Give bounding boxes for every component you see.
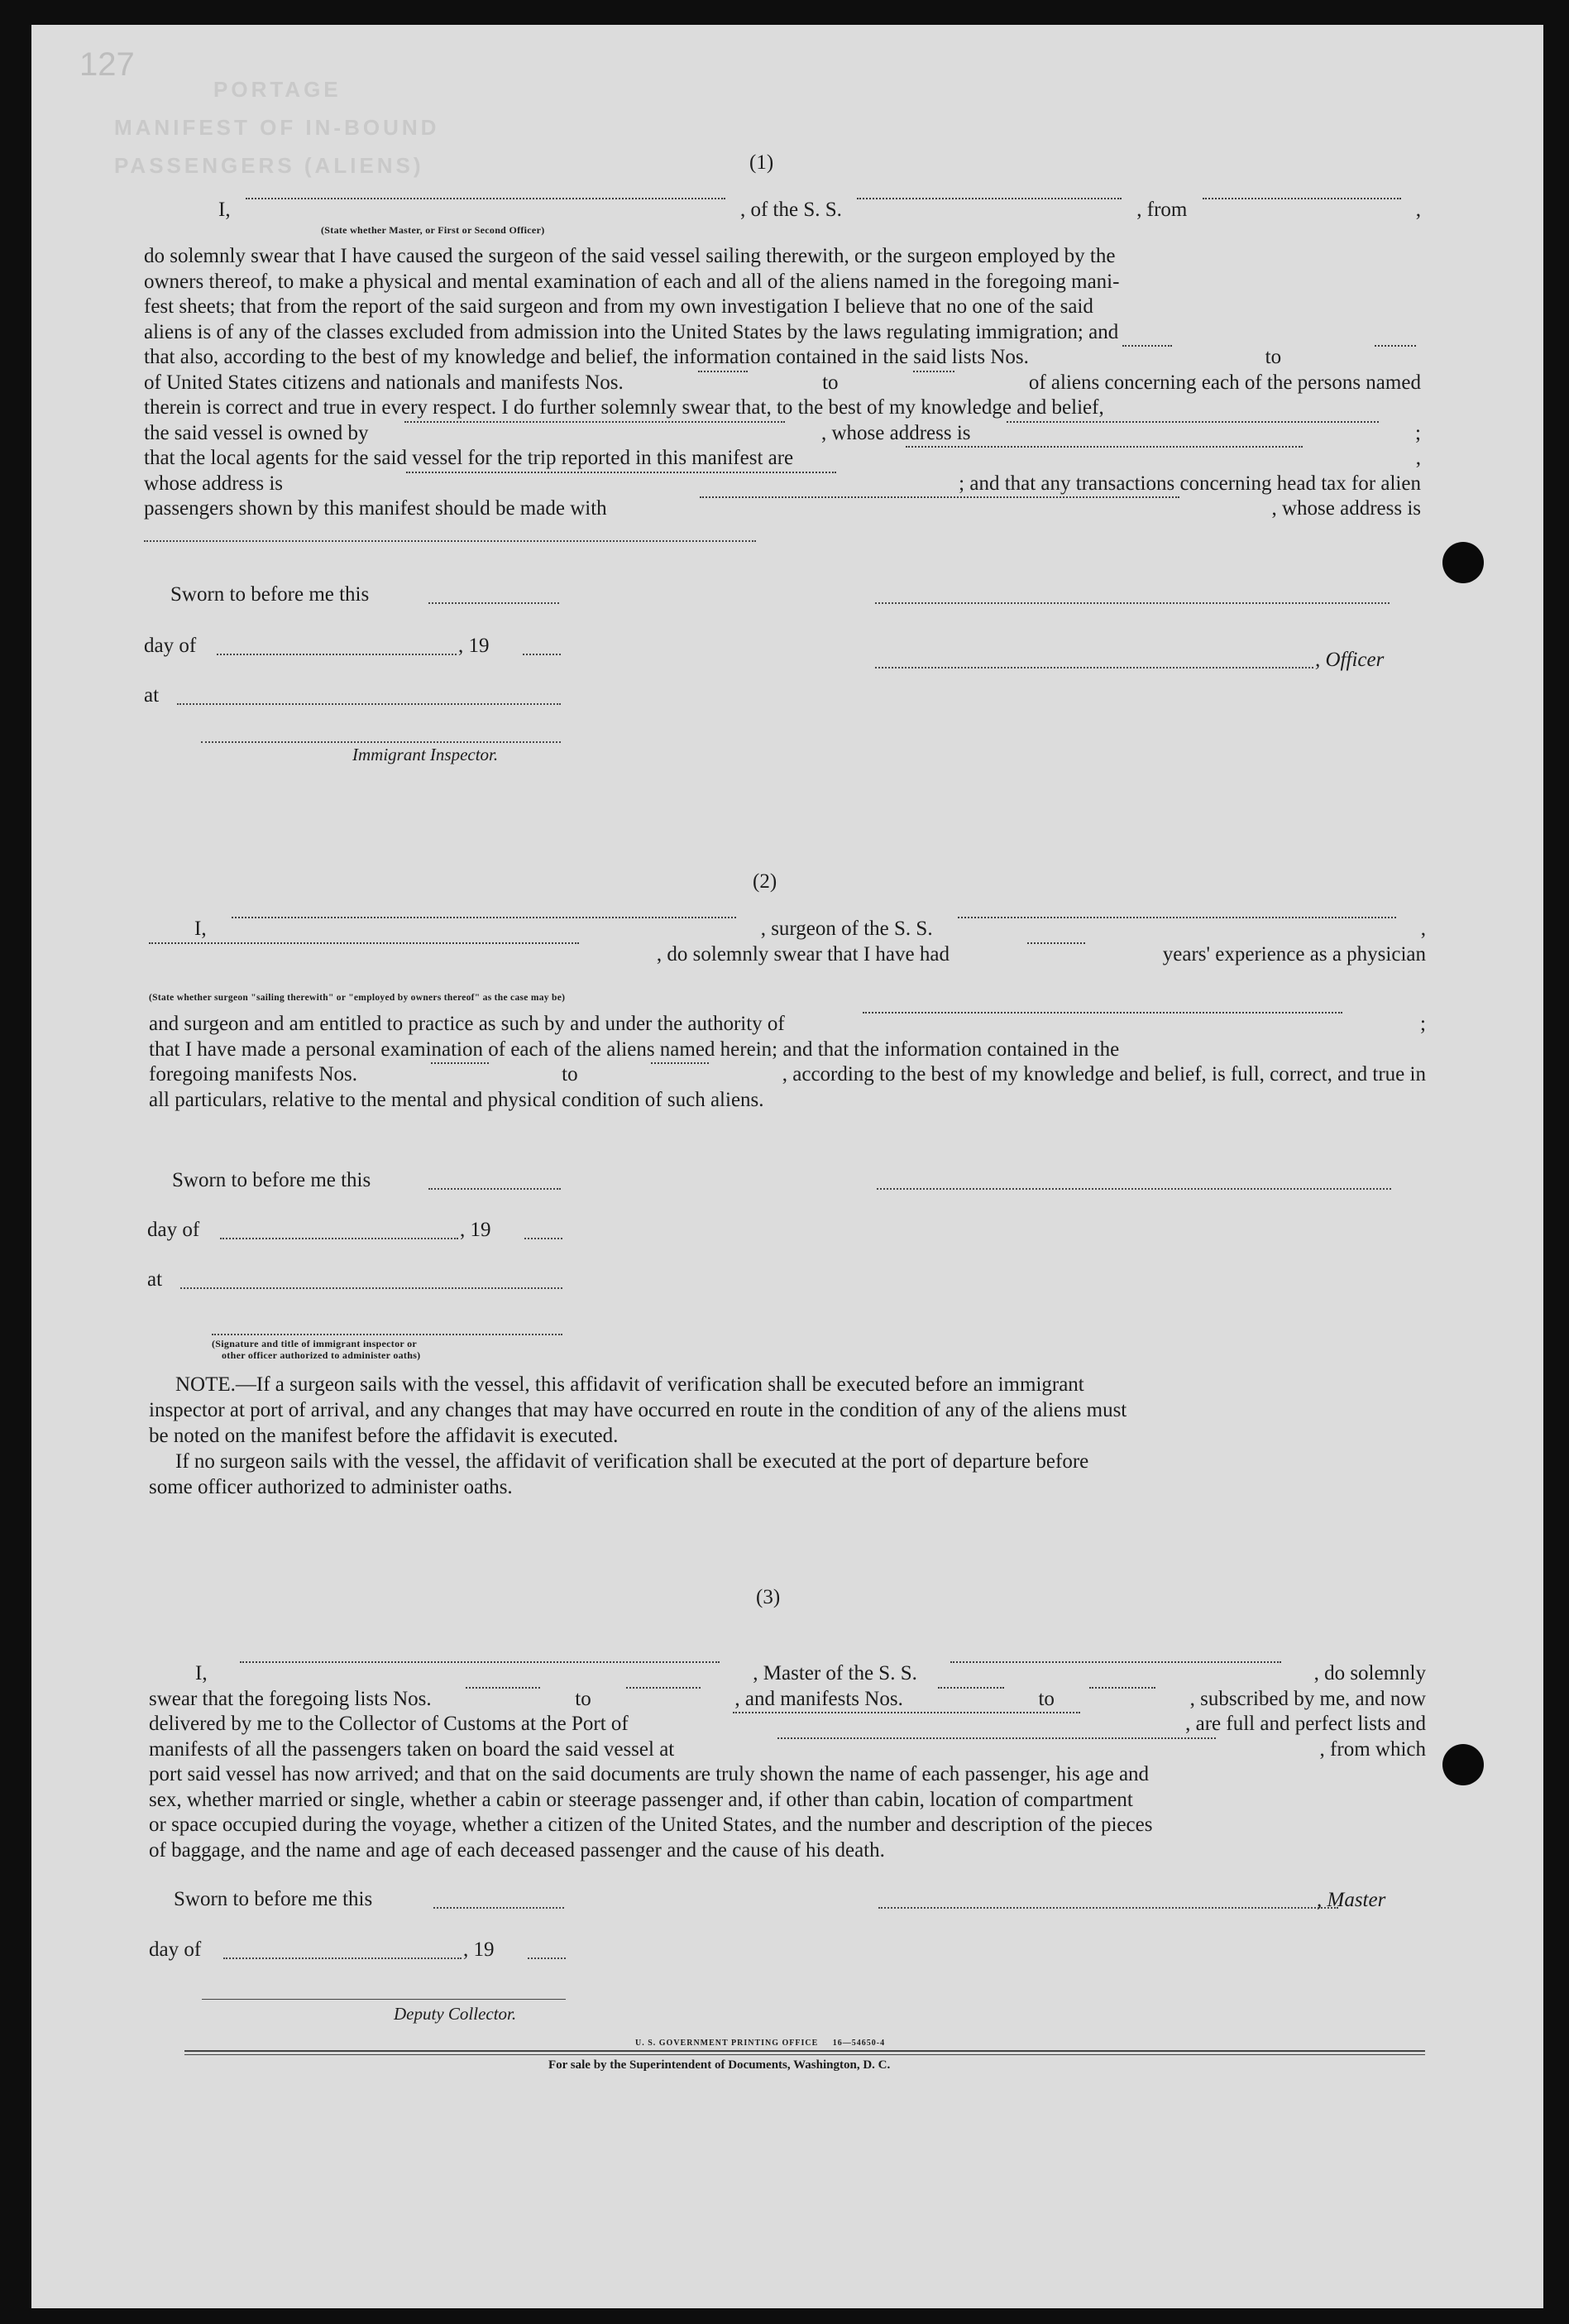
s1-l8a: the said vessel is owned by	[144, 421, 369, 444]
head-tax-address-field[interactable]	[144, 540, 756, 542]
local-agents-field[interactable]	[906, 446, 1303, 448]
s1-l9b: ,	[1415, 447, 1421, 469]
binder-hole-bottom	[1442, 1744, 1484, 1785]
years-experience-field[interactable]	[1027, 942, 1085, 944]
oath-line	[144, 446, 1421, 472]
s3-l2e: , subscribed by me, and now	[1189, 1687, 1426, 1710]
s1-l8c: ;	[1415, 421, 1421, 444]
s2-sworn-day-field[interactable]	[428, 1188, 561, 1190]
s1-from: , from	[1136, 199, 1188, 221]
master-name-field[interactable]	[240, 1661, 720, 1663]
s3-l2c: , and manifests Nos.	[734, 1687, 903, 1710]
s3-l4a: manifests of all the passengers taken on board the said vessel at	[149, 1737, 675, 1761]
s1-day-of-field[interactable]	[217, 654, 457, 655]
footer-rule-1	[184, 2050, 1425, 2052]
s1-i: I,	[218, 199, 231, 221]
oath-line: do solemnly swear that I have caused the surgeon of the said vessel sailing therewith, or the surgeon employed by the	[144, 245, 1116, 267]
officer-text: , Officer	[1315, 649, 1385, 671]
s1-l5b: to	[1265, 346, 1282, 368]
s2-l5c: , according to the best of my knowledge and belief, is full, correct, and true in	[782, 1063, 1426, 1085]
s1-of-ss: , of the S. S.	[739, 199, 842, 221]
s3-l2b: to	[575, 1687, 591, 1710]
note-line: be noted on the manifest before the affidavit is executed.	[149, 1425, 619, 1447]
printer-mark: U. S. GOVERNMENT PRINTING OFFICE 16—54650-4	[635, 2039, 886, 2048]
footer-rule-2	[184, 2054, 1425, 2055]
s2-at-label: at	[147, 1268, 163, 1291]
oath-line	[149, 1062, 1426, 1088]
s1-at-field[interactable]	[177, 703, 561, 705]
vessel-name-field[interactable]	[857, 198, 1122, 199]
s3-sworn-label: Sworn to before me this	[174, 1888, 373, 1910]
s2-l5a: foregoing manifests Nos.	[149, 1063, 358, 1085]
agents-address-field[interactable]	[406, 472, 836, 473]
note-line: inspector at port of arrival, and any changes that may have occurred en route in the condition of any of the aliens must	[149, 1399, 1127, 1421]
oath-line: aliens is of any of the classes excluded from admission into the United States by the laws regulating immigration; and	[144, 320, 1119, 343]
s3-year-label: , 19	[463, 1938, 495, 1961]
corner-mark: 127	[79, 46, 135, 83]
s3-day-of-label: day of	[149, 1938, 202, 1961]
s1-l11b: , whose address is	[1271, 497, 1421, 520]
s3-year-field[interactable]	[528, 1957, 566, 1959]
s1-year-field[interactable]	[523, 654, 561, 655]
s2-l1b: , surgeon of the S. S.	[760, 918, 933, 940]
s1-l10b: ; and that any transactions concerning head tax for alien	[959, 472, 1421, 495]
from-port-field[interactable]	[1203, 198, 1401, 199]
officer-hint: (State whether Master, or First or Second Officer)	[321, 224, 545, 236]
embark-port-field[interactable]	[777, 1737, 1216, 1739]
manifests-from-field[interactable]	[698, 371, 748, 372]
binder-hole-top	[1442, 542, 1484, 583]
s3-l1c: , do solemnly	[1313, 1662, 1426, 1684]
footer-sale-notice: For sale by the Superintendent of Documents, Washington, D. C.	[548, 2058, 891, 2072]
surgeon-name-field[interactable]	[232, 917, 736, 918]
section-2-oath	[149, 1012, 1426, 1113]
s2-surgeon-sign-field[interactable]	[877, 1188, 1391, 1190]
s3-l1b: , Master of the S. S.	[753, 1662, 917, 1684]
s1-at-label: at	[144, 684, 160, 707]
authority-field[interactable]	[863, 1012, 1342, 1013]
section-2-number: (2)	[753, 870, 777, 893]
owner-address-field[interactable]	[1007, 421, 1379, 423]
bleed-through-text: PORTAGE MANIFEST OF IN-BOUND PASSENGERS (ALIENS)	[114, 77, 440, 178]
s3-vessel-field[interactable]	[950, 1661, 1281, 1663]
s2-year-field[interactable]	[524, 1238, 562, 1239]
s2-l3b: ;	[1420, 1013, 1426, 1035]
oath-line	[144, 421, 1421, 447]
s2-inspector-sign-field[interactable]	[212, 1334, 562, 1335]
s2-sworn-label: Sworn to before me this	[172, 1169, 371, 1191]
section-1-oath	[144, 244, 1421, 522]
s1-l6c: of aliens concerning each of the persons named	[1028, 371, 1421, 394]
sig-hint-1: (Signature and title of immigrant inspector or	[212, 1338, 418, 1349]
s1-l11a: passengers shown by this manifest should be made with	[144, 497, 607, 520]
oath-line: or space occupied during the voyage, whether a citizen of the United States, and the number and description of the pieces	[149, 1814, 1153, 1836]
head-tax-party-field[interactable]	[700, 496, 1179, 498]
s3-deputy-sign-field[interactable]	[202, 1999, 566, 2000]
s2-day-of-label: day of	[147, 1219, 200, 1241]
owner-field[interactable]	[404, 421, 785, 423]
s2-l1c: ,	[1420, 918, 1426, 940]
oath-line	[144, 371, 1421, 396]
surgeon-hint: (State whether surgeon "sailing therewith" or "employed by owners thereof" as the case may be)	[149, 993, 566, 1003]
s1-sworn-label: Sworn to before me this	[170, 583, 370, 606]
s1-l8b: , whose address is	[820, 421, 971, 444]
sig-hint-2: other officer authorized to administer oaths)	[222, 1349, 421, 1361]
s2-year-label: , 19	[460, 1219, 491, 1241]
oath-line: fest sheets; that from the report of the said surgeon and from my own investigation I believe that no one of the said	[144, 295, 1093, 318]
s2-l2b: years' experience as a physician	[1162, 942, 1426, 966]
officer-name-field[interactable]	[246, 198, 725, 199]
s3-lists-to-field[interactable]	[626, 1687, 701, 1689]
s1-day-of-label: day of	[144, 635, 197, 657]
s3-l3b: , are full and perfect lists and	[1185, 1713, 1426, 1735]
manifests-to-field[interactable]	[913, 371, 954, 372]
s1-officer-label	[1315, 649, 1384, 672]
oath-line: sex, whether married or single, whether a cabin or steerage passenger and, if other than cabin, location of compartment	[149, 1788, 1133, 1811]
lists-to-field[interactable]	[1375, 345, 1416, 347]
s1-l9a: that the local agents for the said vessel for the trip reported in this manifest are	[144, 447, 794, 469]
oath-line: all particulars, relative to the mental and physical condition of such aliens.	[149, 1088, 764, 1111]
oath-line: of baggage, and the name and age of each deceased passenger and the cause of his death.	[149, 1838, 885, 1862]
form-sheet	[31, 25, 1543, 2308]
s1-l10a: whose address is	[144, 472, 284, 495]
s3-l3a: delivered by me to the Collector of Customs at the Port of	[149, 1713, 629, 1735]
s1-sworn-day-field[interactable]	[428, 602, 559, 604]
s1-inspector-sign-field[interactable]	[201, 741, 561, 743]
s3-l2a: swear that the foregoing lists Nos.	[149, 1687, 432, 1710]
s3-day-of-field[interactable]	[223, 1957, 462, 1959]
section-2-body	[149, 917, 1426, 967]
note-line	[149, 1372, 1426, 1397]
oath-line	[149, 1012, 1426, 1037]
s2-day-of-field[interactable]	[220, 1238, 458, 1239]
s2-l2a: , do solemnly swear that I have had	[656, 942, 950, 966]
s2-i: I,	[194, 918, 207, 940]
oath-line: port said vessel has now arrived; and that on the said documents are truly shown the name of each passenger, his age and	[149, 1763, 1150, 1785]
oath-line: owners thereof, to make a physical and mental examination of each and all of the aliens named in the foregoing mani-	[144, 270, 1120, 293]
oath-line	[144, 345, 1421, 371]
lists-from-field[interactable]	[1122, 345, 1172, 347]
oath-line: therein is correct and true in every respect. I do further solemnly swear that, to the best of my knowledge and belief,	[144, 396, 1104, 419]
s3-master-sign-field[interactable]	[878, 1907, 1338, 1909]
s3-l2d: to	[1038, 1687, 1055, 1710]
s1-officer-sign-field[interactable]	[875, 602, 1390, 604]
note-line	[149, 1449, 1426, 1474]
surgeon-note	[149, 1372, 1426, 1500]
immigrant-inspector-label: Immigrant Inspector.	[352, 745, 499, 764]
master-text: , Master	[1317, 1889, 1386, 1911]
port-field[interactable]	[733, 1712, 1080, 1713]
s2-vessel-field[interactable]	[958, 917, 1396, 918]
s3-master-label	[1317, 1889, 1385, 1912]
surgeon-status-field[interactable]	[149, 942, 579, 944]
s2-l5b: to	[562, 1063, 578, 1085]
s2-manifests-to-field[interactable]	[651, 1062, 709, 1064]
section-3-number: (3)	[756, 1586, 781, 1608]
section-1-body	[144, 198, 1421, 223]
oath-line	[144, 472, 1421, 497]
s1-end: ,	[1415, 199, 1421, 221]
s3-lists-from-field[interactable]	[466, 1687, 540, 1689]
s1-l6a: of United States citizens and nationals and manifests Nos.	[144, 371, 624, 394]
s3-manifests-to-field[interactable]	[1089, 1687, 1155, 1689]
s3-i: I,	[195, 1662, 208, 1684]
s3-manifests-from-field[interactable]	[938, 1687, 1004, 1689]
section-3-body	[149, 1661, 1426, 1863]
s1-officer-title-field[interactable]	[875, 667, 1313, 668]
section-1-number: (1)	[749, 151, 774, 174]
note-text: If no surgeon sails with the vessel, the affidavit of verification shall be executed at the port of departure before	[175, 1450, 1089, 1473]
oath-line	[144, 496, 1421, 522]
s1-l6b: to	[822, 371, 839, 394]
s3-sworn-day-field[interactable]	[433, 1907, 564, 1909]
note-text: NOTE.—If a surgeon sails with the vessel, this affidavit of verification shall be executed before an immigrant	[175, 1373, 1084, 1396]
deputy-collector-label: Deputy Collector.	[394, 2004, 517, 2024]
s2-manifests-from-field[interactable]	[431, 1062, 489, 1064]
s2-at-field[interactable]	[180, 1287, 562, 1289]
s1-l5a: that also, according to the best of my knowledge and belief, the information contained in the said lists Nos.	[144, 346, 1029, 368]
oath-line: that I have made a personal examination of each of the aliens named herein; and that the information contained in the	[149, 1037, 1120, 1061]
s2-l3a: and surgeon and am entitled to practice as such by and under the authority of	[149, 1013, 785, 1035]
s1-year-label: , 19	[458, 635, 490, 657]
note-line: some officer authorized to administer oaths.	[149, 1476, 513, 1498]
s3-l4b: , from which	[1319, 1737, 1426, 1761]
